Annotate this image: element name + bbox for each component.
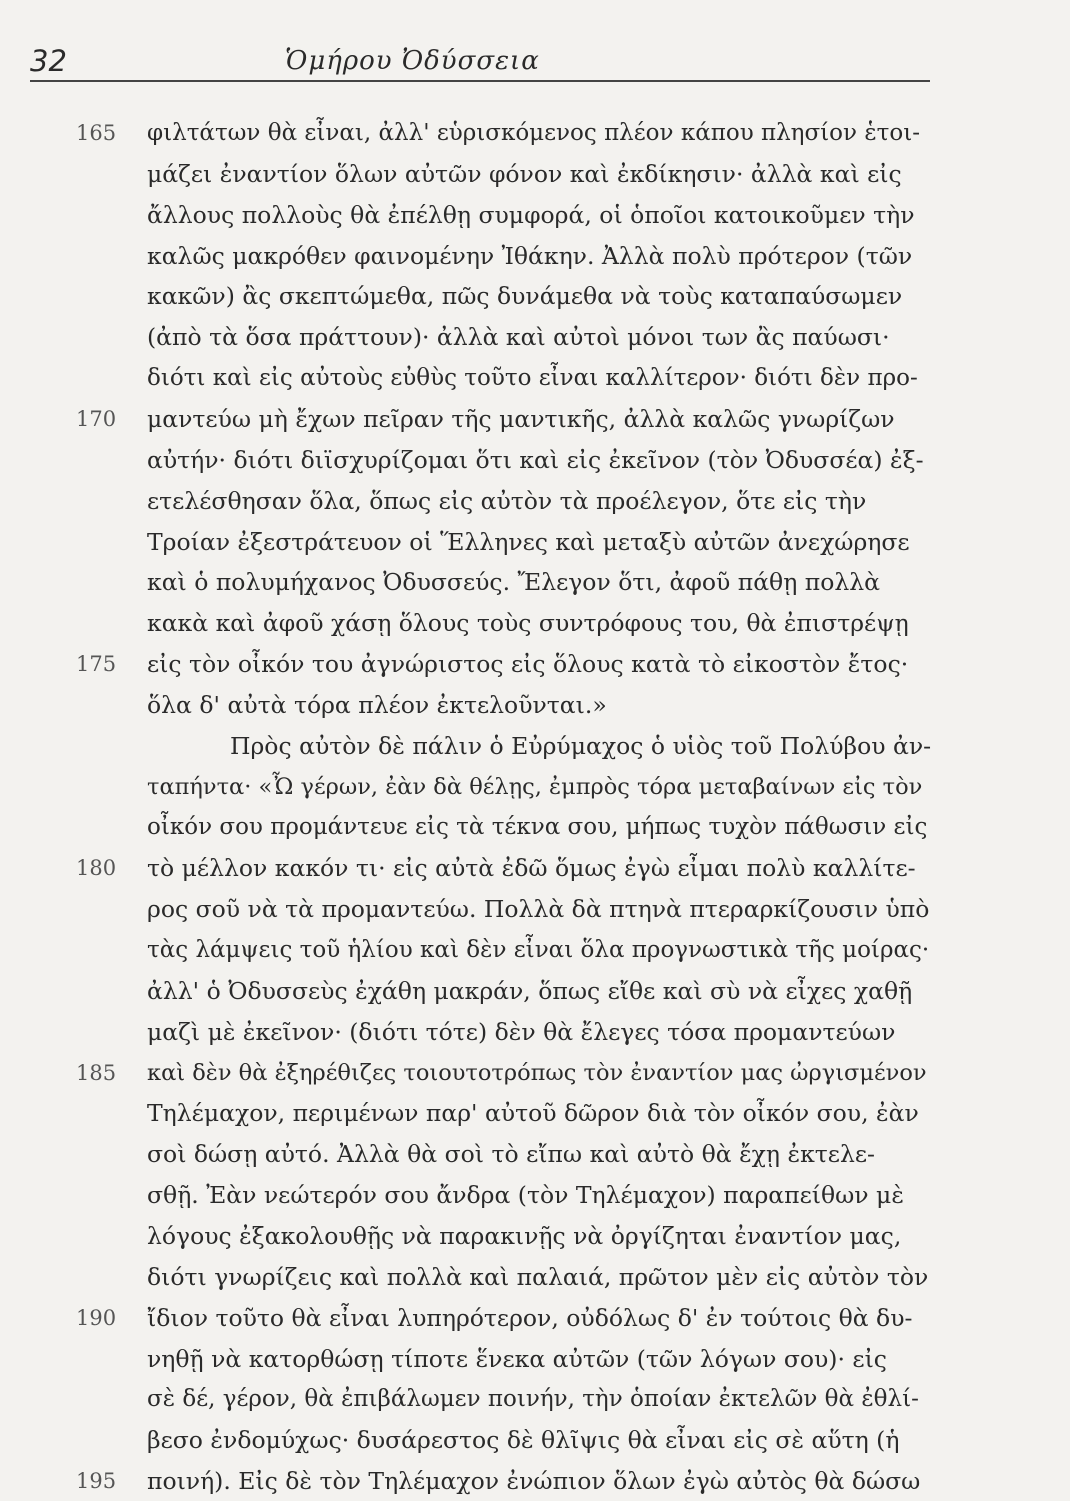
line-number: 170	[76, 406, 117, 431]
text-line: καλῶς μακρόθεν φαινομένην Ἰθάκην. Ἀλλὰ πολὺ πρότερον (τῶν	[147, 241, 913, 270]
text-line: μάζει ἐναντίον ὅλων αὐτῶν φόνον καὶ ἐκδίκησιν· ἀλλὰ καὶ εἰς	[147, 159, 902, 188]
line-number: 175	[76, 652, 117, 677]
text-line: ποινή). Εἰς δὲ τὸν Τηλέμαχον ἐνώπιον ὅλων ἐγὼ αὐτὸς θὰ δώσω	[147, 1467, 921, 1496]
text-line: μαντεύω μὴ ἔχων πεῖραν τῆς μαντικῆς, ἀλλὰ καλῶς γνωρίζων	[147, 404, 895, 433]
running-title: Ὁμήρου Ὀδύσσεια	[285, 46, 540, 76]
text-line: ὅλα δ' αὐτὰ τόρα πλέον ἐκτελοῦνται.»	[147, 690, 607, 719]
text-line: ταπήντα· «Ὦ γέρων, ἐὰν δὰ θέλῃς, ἐμπρὸς τόρα μεταβαίνων εἰς τὸν	[147, 773, 923, 800]
text-line: ἴδιον τοῦτο θὰ εἶναι λυπηρότερον, οὐδόλως δ' ἐν τούτοις θὰ δυ-	[147, 1303, 913, 1332]
text-line: καὶ ὁ πολυμήχανος Ὀδυσσεύς. Ἔλεγον ὅτι, ἀφοῦ πάθῃ πολλὰ	[147, 568, 881, 597]
text-line: Τηλέμαχον, περιμένων παρ' αὐτοῦ δῶρον διὰ τὸν οἶκόν σου, ἐὰν	[147, 1099, 919, 1128]
text-line: οἶκόν σου προμάντευε εἰς τὰ τέκνα σου, μήπως τυχὸν πάθωσιν εἰς	[147, 814, 928, 841]
text-line: τὸ μέλλον κακόν τι· εἰς αὐτὰ ἐδῶ ὅμως ἐγὼ εἶμαι πολὺ καλλίτε-	[147, 854, 916, 883]
text-line: Πρὸς αὐτὸν δὲ πάλιν ὁ Εὐρύμαχος ὁ υἱὸς τοῦ Πολύβου ἀν-	[230, 731, 932, 760]
header-rule	[30, 80, 930, 82]
text-line: εἰς τὸν οἶκόν του ἀγνώριστος εἰς ὅλους κατὰ τὸ εἰκοστὸν ἔτος·	[147, 650, 909, 679]
text-line: ρος σοῦ νὰ τὰ προμαντεύω. Πολλὰ δὰ πτηνὰ πτεραρκίζουσιν ὑπὸ	[147, 895, 930, 924]
text-line: βεσο ἐνδομύχως· δυσάρεστος δὲ θλῖψις θὰ εἶναι εἰς σὲ αὕτη (ἡ	[147, 1426, 900, 1455]
line-number: 195	[76, 1469, 117, 1494]
page-number: 32	[30, 44, 67, 78]
text-line: φιλτάτων θὰ εἶναι, ἀλλ' εὑρισκόμενος πλέον κάπου πλησίον ἑτοι-	[147, 120, 921, 146]
text-line: κακὰ καὶ ἀφοῦ χάσῃ ὅλους τοὺς συντρόφους του, θὰ ἐπιστρέψῃ	[147, 609, 909, 638]
text-line: διότι καὶ εἰς αὐτοὺς εὐθὺς τοῦτο εἶναι καλλίτερον· διότι δὲν προ-	[147, 365, 918, 392]
line-number: 180	[76, 856, 117, 881]
text-line: λόγους ἐξακολουθῇς νὰ παρακινῇς νὰ ὀργίζηται ἐναντίον μας,	[147, 1221, 902, 1250]
text-line: αὐτήν· διότι διϊσχυρίζομαι ὅτι καὶ εἰς ἐκεῖνον (τὸν Ὀδυσσέα) ἐξ-	[147, 445, 924, 474]
text-line: Τροίαν ἐξεστράτευον οἱ Ἕλληνες καὶ μεταξὺ αὐτῶν ἀνεχώρησε	[147, 527, 910, 556]
text-line: σοὶ δώσῃ αὐτό. Ἀλλὰ θὰ σοὶ τὸ εἴπω καὶ αὐτὸ θὰ ἔχῃ ἐκτελε-	[147, 1140, 875, 1169]
line-number: 185	[76, 1060, 117, 1085]
line-number: 190	[76, 1305, 117, 1330]
text-line: ετελέσθησαν ὅλα, ὅπως εἰς αὐτὸν τὰ προέλεγον, ὅτε εἰς τὴν	[147, 486, 867, 515]
text-line: ἀλλ' ὁ Ὀδυσσεὺς ἐχάθη μακράν, ὅπως εἴθε καὶ σὺ νὰ εἶχες χαθῇ	[147, 976, 913, 1005]
text-line: σὲ δέ, γέρον, θὰ ἐπιβάλωμεν ποινήν, τὴν ὁποίαν ἐκτελῶν θὰ ἐθλί-	[147, 1386, 919, 1413]
page-header	[30, 44, 935, 84]
text-line: σθῇ. Ἐὰν νεώτερόν σου ἄνδρα (τὸν Τηλέμαχον) παραπείθων μὲ	[147, 1181, 904, 1210]
text-line: διότι γνωρίζεις καὶ πολλὰ καὶ παλαιά, πρῶτον μὲν εἰς αὐτὸν τὸν	[147, 1262, 929, 1291]
text-line: μαζὶ μὲ ἐκεῖνον· (διότι τότε) δὲν θὰ ἔλεγες τόσα προμαντεύων	[147, 1017, 896, 1046]
text-line: νηθῇ νὰ κατορθώσῃ τίποτε ἕνεκα αὐτῶν (τῶν λόγων σου)· εἰς	[147, 1344, 887, 1373]
text-line: τὰς λάμψεις τοῦ ἡλίου καὶ δὲν εἶναι ὅλα προγνωστικὰ τῆς μοίρας·	[147, 937, 930, 963]
text-line: (ἀπὸ τὰ ὅσα πράττουν)· ἀλλὰ καὶ αὐτοὶ μόνοι των ἂς παύωσι·	[147, 323, 890, 352]
text-line: καὶ δὲν θὰ ἐξηρέθιζες τοιουτοτρόπως τὸν ἐναντίον μας ὠργισμένον	[147, 1059, 927, 1086]
line-number: 165	[76, 121, 117, 145]
text-line: ἄλλους πολλοὺς θὰ ἐπέλθῃ συμφορά, οἱ ὁποῖοι κατοικοῦμεν τὴν	[147, 200, 915, 229]
text-line: κακῶν) ἂς σκεπτώμεθα, πῶς δυνάμεθα νὰ τοὺς καταπαύσωμεν	[147, 282, 903, 311]
